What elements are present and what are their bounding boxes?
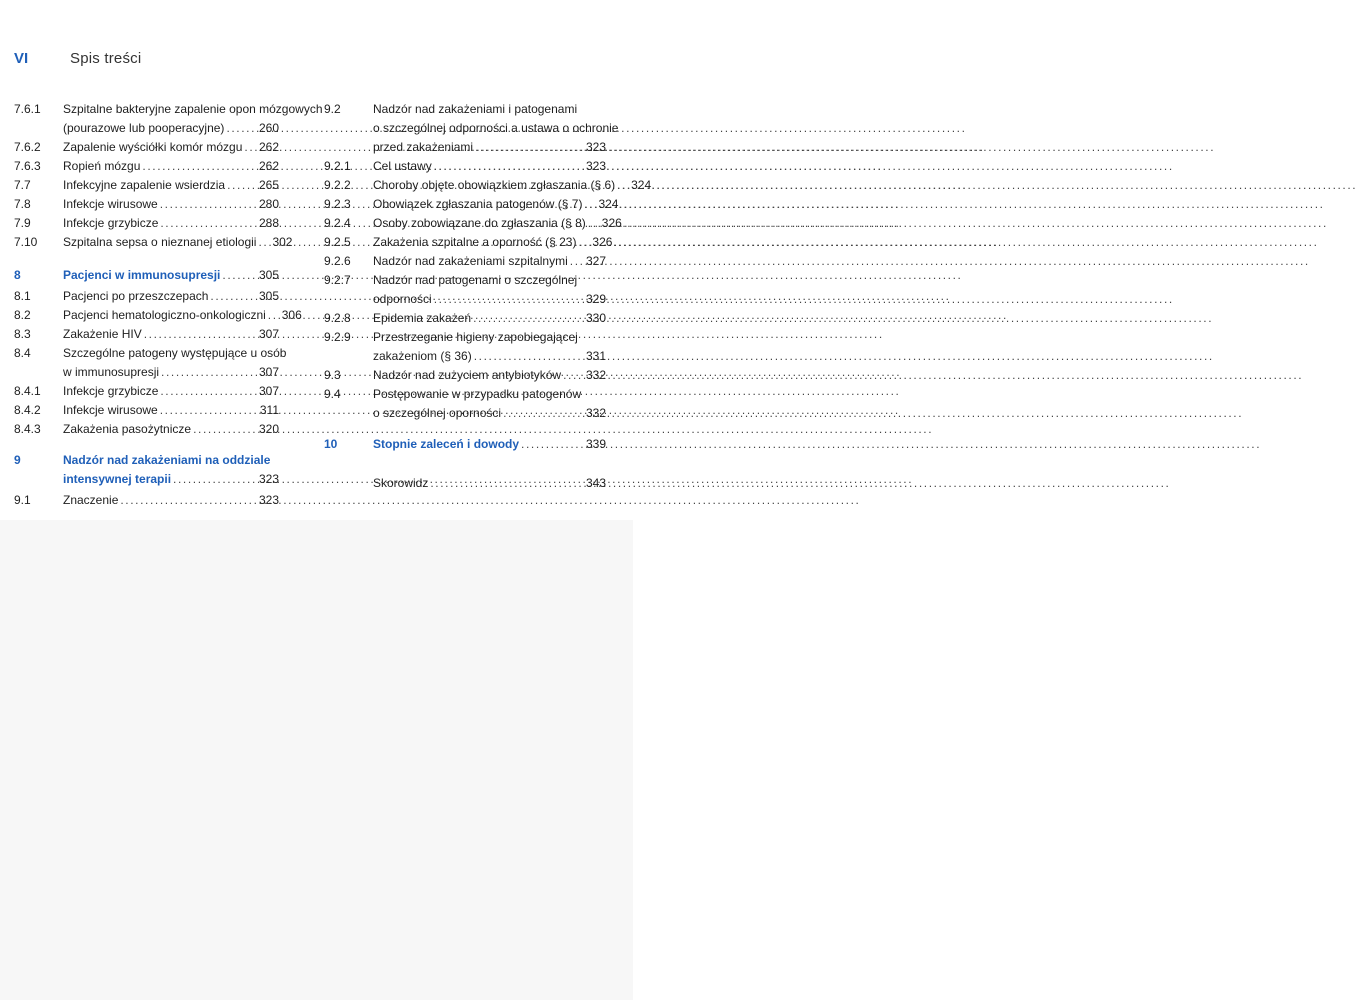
dot-leader [244,138,251,157]
toc-entry-number [324,474,373,493]
toc-page-number: 311 [259,403,279,417]
toc-index-entry[interactable] [324,474,606,493]
toc-page-number: 305 [258,268,279,282]
toc-entry[interactable] [14,138,279,157]
toc-page-number: 280 [258,197,279,211]
toc-entry-title: Postępowanie w przypadku patogenów [373,387,582,401]
toc-chapter-entry[interactable] [324,435,606,454]
toc-chapter-entry[interactable] [14,451,279,489]
dot-leader [563,366,578,385]
dot-leader [584,195,590,214]
toc-entry[interactable] [324,366,606,385]
dot-leader [521,435,578,454]
toc-right-column [324,100,652,493]
toc-page-number: 326 [592,235,613,249]
toc-entry[interactable] [324,271,606,309]
toc-entry-title: Infekcje wirusowe [63,197,158,211]
dot-leader [142,157,251,176]
dot-leader [474,347,578,366]
toc-entry[interactable] [14,157,279,176]
toc-entry[interactable] [324,157,606,176]
toc-page-number: 307 [258,365,279,379]
toc-entry-number: 7.10 [14,235,38,249]
toc-entry-title: Szpitalna sepsa o nieznanej etiologii [63,235,257,249]
dot-leader [503,404,578,423]
toc-entry-number: 9.1 [14,493,31,507]
toc-entry-title: Obowiązek zgłaszania patogenów (§ 7) [373,197,583,211]
toc-entry-title: Osoby zobowiązane do zgłaszania (§ 8) [373,216,586,230]
dot-leader [160,382,251,401]
toc-page-number: 265 [258,178,279,192]
toc-entry-title: Infekcje wirusowe [63,403,158,417]
toc-page-number: 307 [258,384,279,398]
toc-entry-title: Epidemia zakażeń [373,311,472,325]
toc-entry[interactable] [14,382,279,401]
dot-leader [475,138,578,157]
toc-entry-title: w immunosupresji [63,365,160,379]
dot-leader [160,195,251,214]
toc-page-number: 324 [598,197,619,211]
toc-entry-title: Nadzór nad zakażeniami i patogenami [373,102,578,116]
toc-entry[interactable] [324,252,606,271]
toc-entry[interactable] [14,214,279,233]
toc-entry-title: Skorowidz [373,476,429,490]
toc-page-number: 339 [585,437,606,451]
toc-entry[interactable] [324,195,619,214]
toc-entry[interactable] [324,214,622,233]
toc-entry-title: Znaczenie [63,493,119,507]
toc-entry[interactable] [14,420,279,439]
toc-entry-number: 7.6.2 [14,140,41,154]
toc-entry-title: Infekcje grzybicze [63,384,159,398]
toc-page-number: 332 [585,368,606,382]
header-title: Spis treści [70,50,142,67]
toc-entry[interactable] [324,309,606,328]
toc-entry-number: 8.3 [14,327,31,341]
toc-entry-number: 9.2.3 [324,197,351,211]
toc-page-number: 288 [258,216,279,230]
toc-page-number: 331 [585,349,606,363]
toc-entry-number: 9.2.6 [324,254,351,268]
toc-page-number: 327 [585,254,606,268]
toc-entry[interactable] [14,176,279,195]
dot-leader [570,252,578,271]
dot-leader [193,420,251,439]
toc-entry-title: Stopnie zaleceń i dowody [373,437,520,451]
toc-entry-title: o szczególnej odporności a ustawa o ochronie [373,121,619,135]
dot-leader [434,290,578,309]
toc-page-number: 262 [258,159,279,173]
toc-entry-number: 7.9 [14,216,31,230]
page-header [14,50,141,72]
toc-entry[interactable] [14,325,279,344]
dot-leader [173,470,251,489]
toc-entry-title: Pacjenci po przeszczepach [63,289,209,303]
dot-leader [227,176,251,195]
toc-entry[interactable] [14,401,279,420]
dot-leader [268,306,274,325]
toc-entry-number: 7.6.3 [14,159,41,173]
toc-page-number: 324 [631,178,652,192]
toc-entry-number: 8.1 [14,289,31,303]
toc-entry-title: Pacjenci w immunosupresji [63,268,221,282]
toc-entry[interactable] [14,344,287,382]
toc-entry-title: Zakażenia szpitalne a oporność (§ 23) [373,235,577,249]
toc-page-number: 320 [258,422,279,436]
toc-entry-number: 7.6.1 [14,102,41,116]
dot-leader [222,266,251,285]
toc-entry[interactable] [14,195,279,214]
toc-entry[interactable] [324,233,613,252]
toc-entry-title: Zakażenie HIV [63,327,142,341]
dot-leader [434,157,578,176]
toc-page-number: 323 [585,140,606,154]
toc-entry-number: 9.2.1 [324,159,351,173]
toc-entry-title: Zapalenie wyściółki komór mózgu [63,140,243,154]
toc-entry-number: 9.2.9 [324,330,351,344]
toc-entry-title: Infekcyjne zapalenie wsierdzia [63,178,226,192]
toc-page-number: 307 [258,327,279,341]
dot-leader [120,491,251,510]
dot-leader [617,176,623,195]
toc-page-number: 305 [258,289,279,303]
toc-entry[interactable] [14,287,279,306]
dot-leader [160,401,251,420]
toc-page-number: 329 [585,292,606,306]
dot-leader [161,363,251,382]
toc-entry-title: Szpitalne bakteryjne zapalenie opon mózgowych [63,102,323,116]
toc-entry-number: 9.2.5 [324,235,351,249]
toc-entry[interactable] [14,306,302,325]
toc-entry-number: 8.2 [14,308,31,322]
toc-chapter-entry[interactable] [14,266,279,285]
dot-leader [226,119,251,138]
toc-page-number: 330 [585,311,606,325]
toc-entry-number: 8.4 [14,346,31,360]
dot-leader [160,214,251,233]
toc-entry-number: 7.7 [14,178,31,192]
toc-entry-title: zakażeniom (§ 36) [373,349,472,363]
toc-page-number: 262 [258,140,279,154]
toc-entry-title: Ropień mózgu [63,159,141,173]
toc-entry-number: 8.4.1 [14,384,41,398]
toc-entry-title: Zakażenia pasożytnicze [63,422,192,436]
toc-entry-number: 8.4.3 [14,422,41,436]
toc-entry-title: przed zakażeniami [373,140,474,154]
toc-entry-title: o szczególnej oporności [373,406,502,420]
dot-leader [578,233,584,252]
toc-entry-title: Choroby objęte obowiązkiem zgłaszania (§ 6) [373,178,616,192]
toc-entry-number: 9.2 [324,102,341,116]
toc-entry-number: 8 [14,268,21,282]
page-background-shading [0,520,633,1000]
toc-page-number: 326 [601,216,622,230]
toc-entry-number: 10 [324,437,338,451]
toc-left-column [14,100,323,510]
toc-entry-number: 9.2.2 [324,178,351,192]
toc-entry[interactable] [14,491,279,510]
toc-entry[interactable] [14,100,323,138]
toc-entry[interactable] [324,100,619,157]
toc-page-number: 302 [272,235,293,249]
toc-entry-number: 7.8 [14,197,31,211]
toc-entry-number: 8.4.2 [14,403,41,417]
toc-entry-title: Nadzór nad patogenami o szczególnej [373,273,578,287]
dot-leader [210,287,251,306]
toc-entry-title: Cel ustawy [373,159,432,173]
toc-entry-number: 9.4 [324,387,341,401]
toc-entry-number: 9.2.8 [324,311,351,325]
toc-entry-title: (pourazowe lub pooperacyjne) [63,121,225,135]
toc-page-number: 343 [585,476,606,490]
toc-entry-number: 9.2.7 [324,273,351,287]
toc-page-number: 260 [258,121,279,135]
toc-page-number: 323 [585,159,606,173]
toc-entry-title: Nadzór nad zakażeniami szpitalnymi [373,254,568,268]
toc-page-number: 323 [258,493,279,507]
toc-entry-number: 9 [14,453,21,467]
toc-entry[interactable] [324,385,606,423]
toc-page-number: 332 [585,406,606,420]
toc-entry-title: Szczególne patogeny występujące u osób [63,346,287,360]
dot-leader [588,214,594,233]
toc-entry-number: 9.3 [324,368,341,382]
toc-entry-number: 9.2.4 [324,216,351,230]
dot-leader [144,325,251,344]
toc-page-number: 306 [281,308,302,322]
dot-leader [258,233,264,252]
toc-entry-title: Nadzór nad zużyciem antybiotyków [373,368,562,382]
toc-entry-title: Pacjenci hematologiczno-onkologiczni [63,308,266,322]
dot-leader [473,309,578,328]
toc-entry-title: intensywnej terapii [63,472,172,486]
toc-entry[interactable] [14,233,293,252]
toc-page-number: 323 [258,472,279,486]
toc-entry-title: Infekcje grzybicze [63,216,159,230]
dot-leader [430,474,578,493]
toc-entry[interactable] [324,176,652,195]
toc-entry-title: odporności [373,292,432,306]
page-number: VI [14,50,29,67]
toc-entry-title: Przestrzeganie higieny zapobiegającej [373,330,578,344]
toc-entry-title: Nadzór nad zakażeniami na oddziale [63,453,271,467]
toc-entry[interactable] [324,328,606,366]
